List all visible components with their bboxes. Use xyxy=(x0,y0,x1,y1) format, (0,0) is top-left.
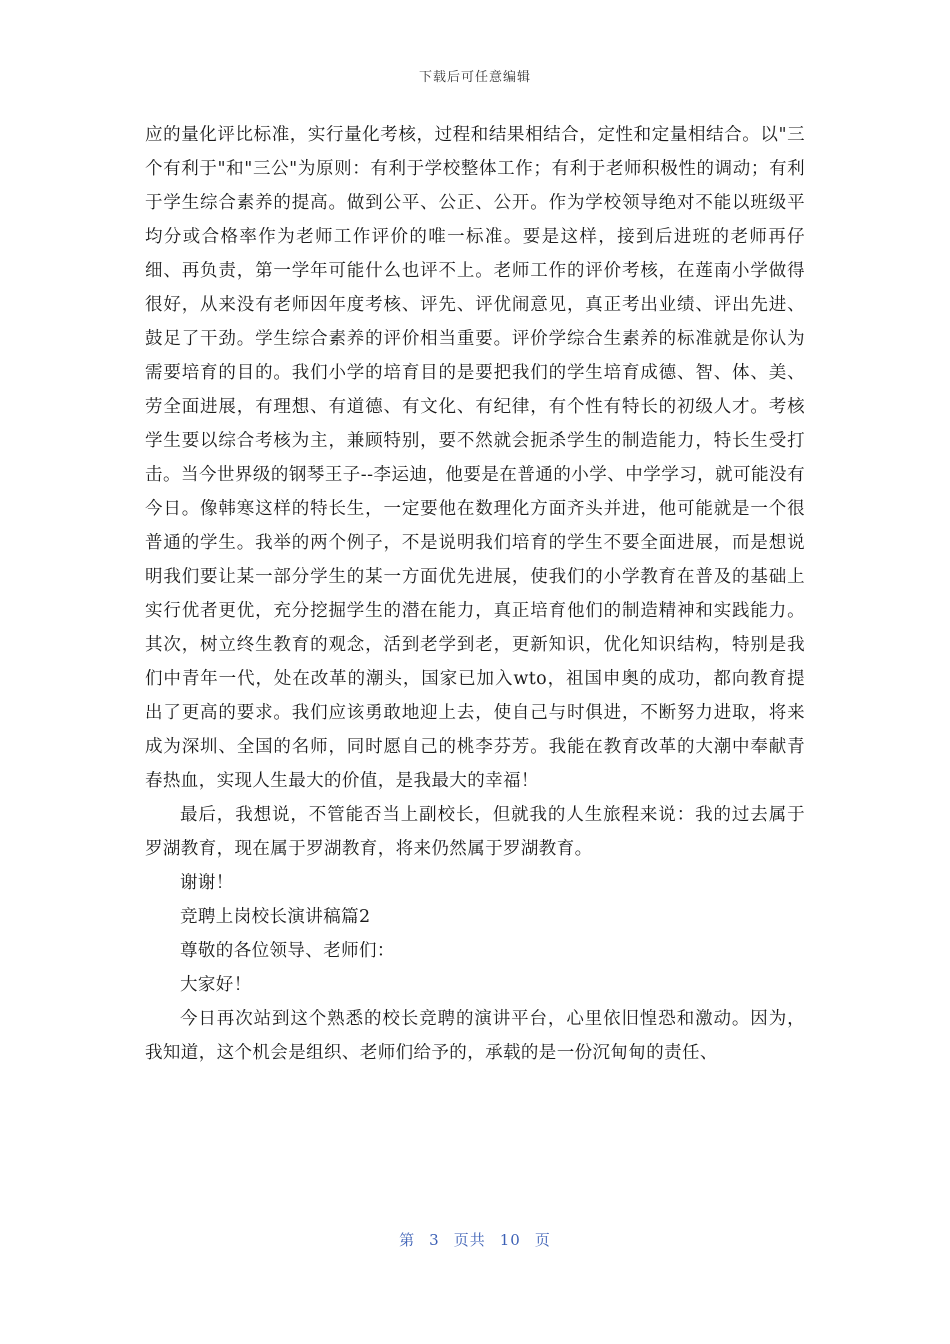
paragraph-greeting: 大家好！ xyxy=(180,975,252,995)
page-label-prefix: 第 xyxy=(399,1231,416,1249)
paragraph-thanks: 谢谢！ xyxy=(180,873,234,893)
paragraph-salutation: 尊敬的各位领导、老师们： xyxy=(180,941,395,961)
paragraph-continuation: 应的量化评比标准，实行量化考核，过程和结果相结合，定性和定量相结合。以"三个有利于"和"三公"为原则：有利于学校整体工作；有利于老师积极性的调动；有利于学生综合素养的提高。做到公平、公正、公开。作为学校领导绝对不能以班级平均分或合格率作为老师工作评价的唯一标准。要是这样，接到后进班的老师再仔细、再负责，第一学年可能什么也评不上。老师工作的评价考核，在莲南小学做得很好，从来没有老师因年度考核、评先、评优闹意见，真正考出业绩、评出先进、鼓足了干劲。学生综合素养的评价相当重要。评价学综合生素养的标准就是你认为需要培育的目的。我们小学的培育目的是要把我们的学生培育成德、智、体、美、劳全面进展，有理想、有道德、有文化、有纪律，有个性有特长的初级人才。考核学生要以综合考核为主，兼顾特别，要不然就会扼杀学生的制造能力，特长生受打击。当今世界级的钢琴王子--李运迪，他要是在普通的小学、中学学习，就可能没有今日。像韩寒这样的特长生，一定要他在数理化方面齐头并进，他可能就是一个很普通的学生。我举的两个例子，不是说明我们培育的学生不要全面进展，而是想说明我们要让某一部分学生的某一方面优先进展，使我们的小学教育在普及的基础上实行优者更优，充分挖掘学生的潜在能力，真正培育他们的制造精神和实践能力。其次，树立终生教育的观念，活到老学到老，更新知识，优化知识结构，特别是我们中青年一代，处在改革的潮头，国家已加入wto，祖国申奥的成功，都向教育提出了更高的要求。我们应该勇敢地迎上去，使自己与时俱进，不断努力进取，将来成为深圳、全国的名师，同时愿自己的桃李芬芳。我能在教育改革的大潮中奉献青春热血，实现人生最大的价值，是我最大的幸福！ xyxy=(145,125,805,791)
page-total: 10 xyxy=(499,1231,521,1249)
section-title: 竞聘上岗校长演讲稿篇2 xyxy=(180,907,371,927)
paragraph-intro: 今日再次站到这个熟悉的校长竞聘的演讲平台，心里依旧惶恐和激动。因为，我知道，这个机会是组织、老师们给予的，承载的是一份沉甸甸的责任、 xyxy=(145,1009,805,1063)
document-body xyxy=(145,118,805,1070)
page-number-footer xyxy=(0,1229,950,1250)
page-label-middle: 页共 xyxy=(453,1231,486,1249)
page-label-suffix: 页 xyxy=(534,1231,551,1249)
page-current: 3 xyxy=(429,1231,440,1249)
header-note: 下载后可任意编辑 xyxy=(418,70,531,85)
paragraph-closing: 最后，我想说，不管能否当上副校长，但就我的人生旅程来说：我的过去属于罗湖教育，现在属于罗湖教育，将来仍然属于罗湖教育。 xyxy=(145,805,805,859)
